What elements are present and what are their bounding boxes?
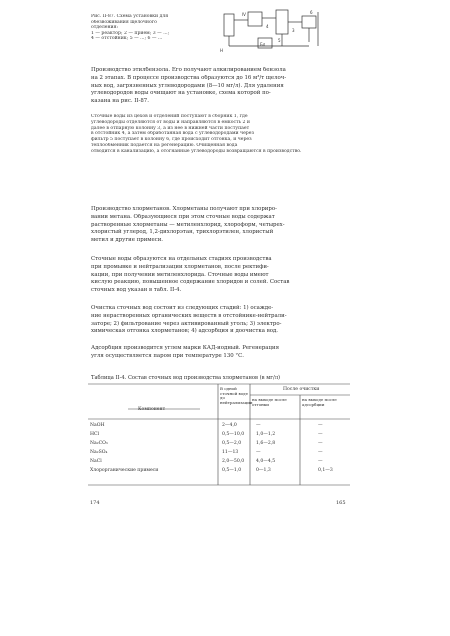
text-line: казана на рис. II-87. [91, 98, 149, 105]
table-header-after-adsorption: на выходе после адсорбции [302, 397, 337, 407]
text-line: в отстойник 4, а затем обработанная вода с углеводородами через [91, 131, 254, 137]
table-cell-name: Na₂CO₃ [90, 441, 108, 446]
schematic-drawing [218, 6, 330, 56]
table-cell-value: 0—1,3 [256, 468, 271, 473]
table-cell-value: — [318, 432, 323, 437]
figure-caption [91, 14, 205, 42]
text-line: Сточные воды из цехов и отделений поступают в сборник 1, где [91, 114, 248, 119]
text-line: Производство этилбензола. Его получают алкилированием бензола [91, 67, 286, 73]
text-line: Адсорбция производится углем марки КАД-иодный. Регенерация [91, 345, 279, 351]
text-line: Сточные воды образуются на отдельных стадиях производства [91, 256, 272, 262]
text-line: Производство хлорметанов. Хлорметаны получают при хлориро- [91, 206, 277, 212]
composition-table [88, 383, 350, 486]
figure-schematic [218, 6, 330, 56]
text-line: на 2 этапах. В процессе производства образуются до 16 м³/т щелоч- [91, 74, 287, 81]
page-number-right: 165 [336, 500, 346, 506]
paragraph-treatment-stages [91, 305, 346, 336]
text-line: кации, при получении метиленхлорида. Сточные воды имеют [91, 271, 269, 278]
text-line: метил и другие примеси. [91, 237, 164, 244]
figure-label: IV [242, 12, 246, 17]
figure-caption-line: Рис. II-87. Схема установки для [91, 14, 169, 19]
table-cell-value: — [318, 441, 323, 446]
table-cell-value: — [318, 450, 323, 455]
text-line: при промывке и нейтрализации хлорметанов, после ректифи- [91, 263, 269, 270]
table-cell-name: HCl [90, 432, 99, 437]
table-header-after-stripping: на выходе после отгонки [252, 397, 287, 407]
table-cell-value: 1,0—1,2 [256, 432, 276, 437]
table-cell-value: 4,0—4,5 [256, 459, 276, 464]
figure-caption-line: обезвоживания щелочного [91, 19, 157, 25]
table-header-before-treatment: В одной сточной воде до нейтрализации [220, 386, 253, 405]
text-line: теплообменник подается на регенерацию. Очищенная вода [91, 142, 238, 148]
table-cell-name: Na₂SO₄ [90, 450, 108, 455]
table-cell-value: — [256, 450, 261, 455]
paragraph-process-description [91, 114, 346, 155]
figure-label: 4 [266, 24, 269, 29]
table-cell-name: NaCl [90, 459, 102, 464]
paragraph-chloromethanes [91, 206, 346, 245]
page-number-left: 174 [90, 500, 100, 506]
figure-caption-line: 4 — отстойник; 5 — ...; 6 — ... [91, 36, 163, 42]
table-cell-value: — [318, 423, 323, 428]
table-cell-value: 1,6—2,8 [256, 441, 276, 446]
text-line: ных вод, загрязненных углеводородами (8—10 мг/л). Для удаления [91, 82, 284, 89]
text-line: углеводородов воды очищают на установке, схема которой по- [91, 90, 271, 97]
table-cell-value: 0,5—10,0 [222, 432, 245, 437]
text-line: заторе; 2) фильтрование через активированный уголь; 3) электро- [91, 320, 282, 327]
table-header-after-treatment: После очистки [283, 387, 320, 392]
text-line: углеводороды отделяются от воды и направляются в емкость 2 и [91, 119, 250, 125]
figure-label: 6 [310, 10, 313, 15]
text-line: фильтр 5 поступает в колонну 6, где происходит отгонка, и через [91, 137, 252, 143]
figure-label: Н [220, 48, 224, 53]
table-cell-value: 0,5—1,0 [222, 468, 242, 473]
text-line: растворенные хлорметаны — метиленхлорид, хлороформ, четырех- [91, 221, 285, 228]
figure-label: 3 [292, 28, 295, 33]
paragraph-wastewater-sources [91, 256, 346, 295]
text-line: угля осуществляется паром при температуре 130 °С. [91, 352, 244, 359]
text-line: отводится в канализацию, а отогнанные углеводороды возвращаются в производство. [91, 148, 302, 154]
text-line: далее в отпарную колонну 3, а из нее в нижней части поступает [91, 125, 250, 131]
figure-label: 5 [278, 38, 281, 43]
table-cell-value: 11—13 [222, 450, 239, 455]
text-line: кислую реакцию, повышенное содержание хлоридов и солей. Состав [91, 279, 290, 286]
table-header-component: Компонент [138, 407, 166, 412]
table-title: Таблица II-4. Состав сточных вод производства хлорметанов (в мг/л) [91, 375, 281, 381]
text-line: вании метана. Образующиеся при этом сточные воды содержат [91, 213, 275, 220]
table-cell-value: — [318, 459, 323, 464]
text-line: сточных вод указан в табл. II-4. [91, 287, 182, 294]
table-cell-value: 2—4,0 [222, 423, 237, 428]
table-cell-value: 0,1—3 [318, 468, 333, 473]
figure-caption-line: отделения: [91, 25, 119, 31]
table-cell-value: — [256, 423, 261, 428]
table-cell-value: 0,5—2,0 [222, 441, 242, 446]
table-cell-value: 2,0—50,0 [222, 459, 245, 464]
figure-label: Бл [260, 42, 266, 47]
text-line: Очистка сточных вод состоит из следующих стадий: 1) осажде- [91, 305, 274, 311]
table-cell-name: NaOH [90, 423, 105, 428]
table-cell-name: Хлорорганические примеси [90, 468, 159, 473]
paragraph-adsorption [91, 345, 346, 361]
figure-caption-line: 1 — реактор; 2 — прием; 3 — ...; [91, 30, 170, 36]
paragraph-ethylbenzene [91, 67, 346, 106]
text-line: ние нерастворенных органических веществ в отстойнике-нейтрали- [91, 312, 287, 319]
text-line: хлористый углерод, 1,2-дихлорэтан, трихлорэтилен, хлористый [91, 229, 274, 236]
text-line: химическая отгонка хлорметанов; 4) адсорбция и доочистка вод. [91, 328, 279, 335]
